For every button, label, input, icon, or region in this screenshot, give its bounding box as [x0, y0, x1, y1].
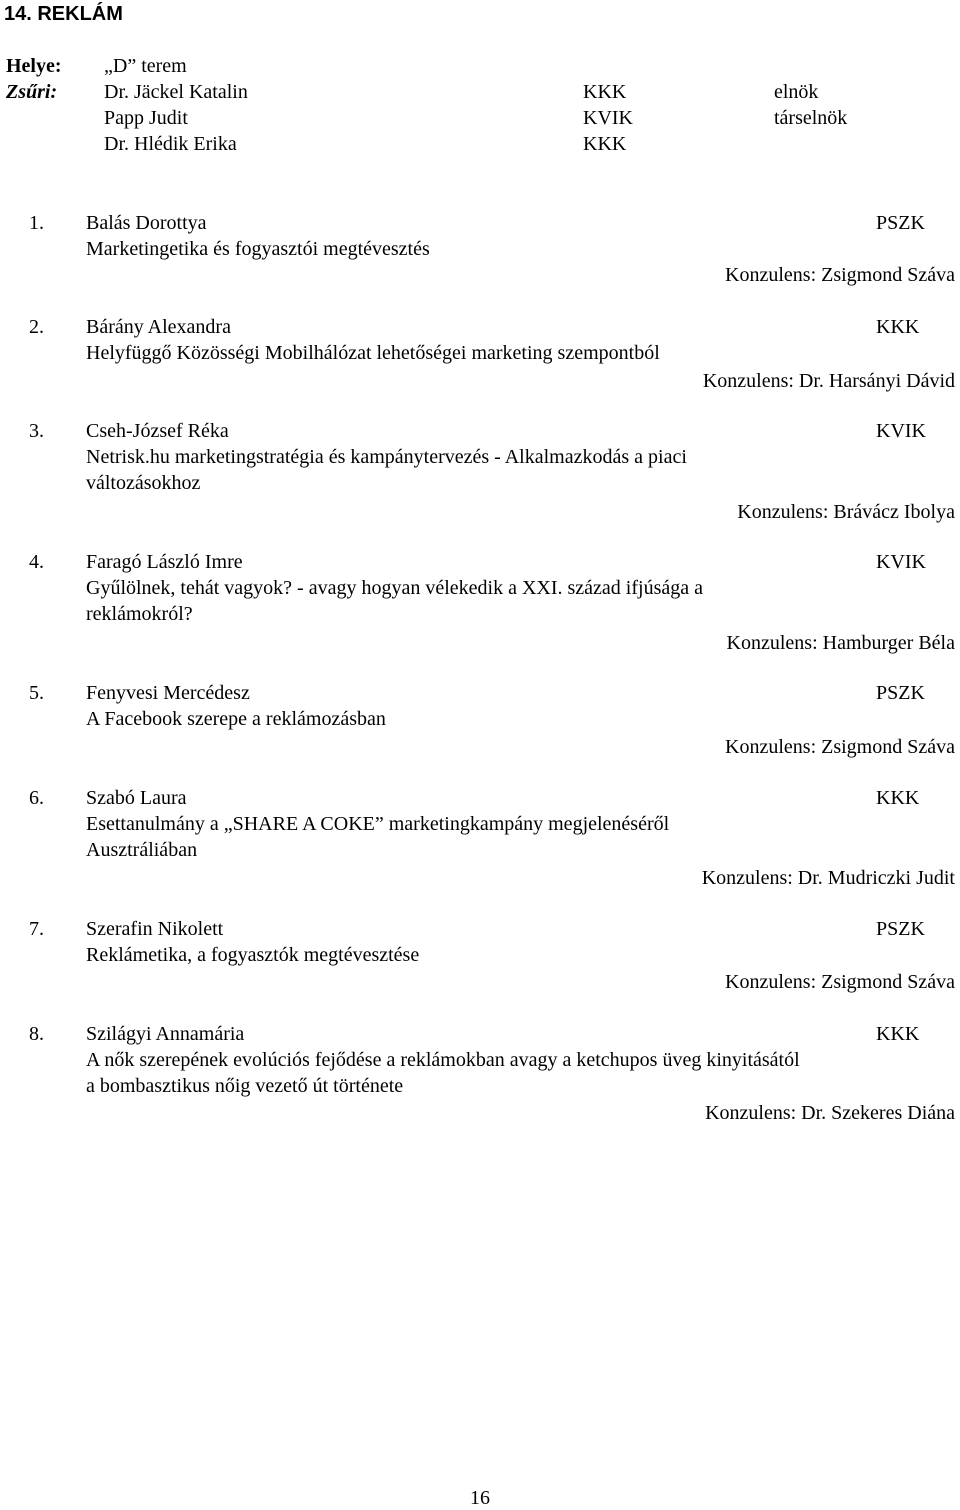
entry-title: A nők szerepének evolúciós fejődése a reklámokban avagy a ketchupos üveg kinyitásától a bombasztikus nőig vezető út története	[86, 1049, 800, 1097]
section-heading: 14. REKLÁM	[4, 3, 123, 25]
entry-institute: KKK	[876, 316, 920, 338]
entry-institute: KVIK	[876, 420, 926, 442]
entry-number: 1.	[29, 212, 44, 234]
page-number: 16	[470, 1487, 490, 1509]
entry-author: Szabó Laura	[86, 787, 187, 809]
entry-number: 8.	[29, 1023, 44, 1045]
entry-consultant: Konzulens: Zsigmond Száva	[725, 736, 955, 758]
entry-author: Balás Dorottya	[86, 212, 207, 234]
entry-number: 6.	[29, 787, 44, 809]
entry-consultant: Konzulens: Dr. Mudriczki Judit	[701, 867, 955, 889]
venue-value: „D” terem	[104, 55, 187, 77]
entry-number: 5.	[29, 682, 44, 704]
jury-member-institute: KKK	[583, 81, 627, 103]
entry-title: Netrisk.hu marketingstratégia és kampánytervezés - Alkalmazkodás a piaci változásokhoz	[86, 446, 687, 494]
entry-number: 2.	[29, 316, 44, 338]
entry-consultant: Konzulens: Dr. Harsányi Dávid	[702, 370, 955, 392]
entry-number: 7.	[29, 918, 44, 940]
entry-institute: KKK	[876, 1023, 920, 1045]
entry-author: Bárány Alexandra	[86, 316, 231, 338]
entry-institute: PSZK	[876, 212, 925, 234]
jury-member-name: Dr. Hlédik Erika	[104, 133, 237, 155]
jury-member-name: Papp Judit	[104, 107, 188, 129]
jury-member-name: Dr. Jäckel Katalin	[104, 81, 248, 103]
entry-consultant: Konzulens: Dr. Szekeres Diána	[705, 1102, 955, 1124]
entry-consultant: Konzulens: Brávácz Ibolya	[737, 501, 955, 523]
entry-title: A Facebook szerepe a reklámozásban	[86, 708, 386, 730]
jury-member-institute: KVIK	[583, 107, 633, 129]
entry-number: 3.	[29, 420, 44, 442]
entry-author: Faragó László Imre	[86, 551, 243, 573]
entry-consultant: Konzulens: Hamburger Béla	[726, 632, 955, 654]
entry-consultant: Konzulens: Zsigmond Száva	[725, 264, 955, 286]
venue-label: Helye:	[6, 55, 62, 77]
entry-title: Esettanulmány a „SHARE A COKE” marketingkampány megjelenéséről Ausztráliában	[86, 813, 670, 861]
entry-consultant: Konzulens: Zsigmond Száva	[725, 971, 955, 993]
entry-author: Szilágyi Annamária	[86, 1023, 245, 1045]
entry-author: Fenyvesi Mercédesz	[86, 682, 250, 704]
entry-institute: KKK	[876, 787, 920, 809]
entry-institute: PSZK	[876, 918, 925, 940]
entry-number: 4.	[29, 551, 44, 573]
entry-title: Reklámetika, a fogyasztók megtévesztése	[86, 944, 420, 966]
jury-member-institute: KKK	[583, 133, 627, 155]
entry-institute: PSZK	[876, 682, 925, 704]
jury-label: Zsűri:	[6, 81, 58, 103]
entry-title: Gyűlölnek, tehát vagyok? - avagy hogyan vélekedik a XXI. század ifjúsága a reklámokról?	[86, 577, 703, 625]
entry-author: Cseh-József Réka	[86, 420, 229, 442]
jury-member-role: társelnök	[774, 107, 848, 129]
entry-author: Szerafin Nikolett	[86, 918, 224, 940]
jury-member-role: elnök	[774, 81, 819, 103]
entry-title: Marketingetika és fogyasztói megtévesztés	[86, 238, 430, 260]
entry-title: Helyfüggő Közösségi Mobilhálózat lehetőségei marketing szempontból	[86, 342, 660, 364]
entry-institute: KVIK	[876, 551, 926, 573]
